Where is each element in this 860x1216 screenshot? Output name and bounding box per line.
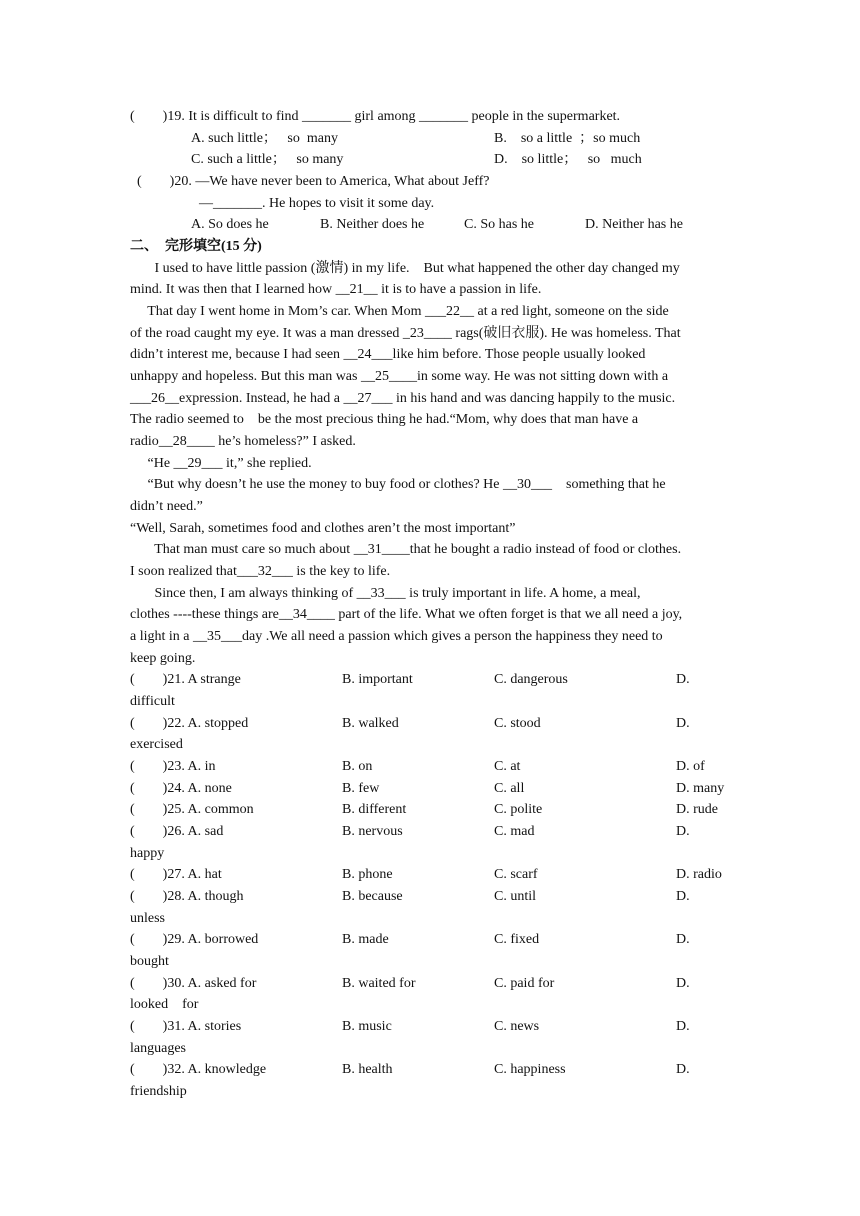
choice-option-d: D. — [676, 716, 690, 731]
passage-line: “Well, Sarah, sometimes food and clothes aren’t the most important” — [130, 521, 516, 536]
choice-option-d: D. — [676, 824, 690, 839]
choice-option-c: C. happiness — [494, 1062, 566, 1077]
passage-line: unhappy and hopeless. But this man was __25____in some way. He was not sitting down with a — [130, 369, 669, 384]
question-19-option-d: D. so little； so much — [494, 152, 642, 167]
choice-option-c: C. news — [494, 1019, 540, 1034]
choice-option-a: ( )32. A. knowledge — [130, 1062, 267, 1077]
choice-option-d: D. — [676, 932, 690, 947]
choice-option-a: ( )29. A. borrowed — [130, 932, 259, 947]
choice-option-d: D. rude — [676, 802, 718, 817]
question-19-stem: ( )19. It is difficult to find _______ girl among _______ people in the supermarket. — [130, 109, 621, 124]
choice-option-b: B. because — [342, 889, 403, 904]
choice-option-d: D. — [676, 1019, 690, 1034]
question-20-reply: —_______. He hopes to visit it some day. — [199, 196, 435, 211]
choice-option-d: D. many — [676, 781, 725, 796]
choice-option-a: ( )22. A. stopped — [130, 716, 249, 731]
passage-line: “He __29___ it,” she replied. — [130, 456, 312, 471]
choice-option-a: ( )24. A. none — [130, 781, 232, 796]
question-20-option-b: B. Neither does he — [320, 217, 425, 232]
choice-option-c: C. dangerous — [494, 672, 568, 687]
choice-option-c: C. scarf — [494, 867, 538, 882]
question-19-option-c: C. such a little； so many — [191, 152, 344, 167]
choice-option-c: C. at — [494, 759, 521, 774]
choice-option-d-text: looked for — [130, 997, 199, 1012]
passage-line: ___26__expression. Instead, he had a __27___ in his hand and was dancing happily to the music. — [130, 391, 676, 406]
question-20-stem: ( )20. —We have never been to America, What about Jeff? — [137, 174, 490, 189]
choice-option-c: C. polite — [494, 802, 543, 817]
choice-option-b: B. walked — [342, 716, 399, 731]
choice-option-a: ( )21. A strange — [130, 672, 241, 687]
choice-option-b: B. phone — [342, 867, 393, 882]
passage-line: didn’t interest me, because I had seen __24___like him before. Those people usually looked — [130, 347, 646, 362]
passage-line: mind. It was then that I learned how __21__ it is to have a passion in life. — [130, 282, 542, 297]
choice-option-b: B. made — [342, 932, 389, 947]
passage-line: “But why doesn’t he use the money to buy food or clothes? He __30___ something that he — [130, 477, 666, 492]
choice-option-d: D. — [676, 889, 690, 904]
choice-option-c: C. fixed — [494, 932, 540, 947]
choice-option-c: C. mad — [494, 824, 535, 839]
question-19-option-a: A. such little； so many — [191, 131, 338, 146]
section-2-heading: 二、 完形填空(15 分) — [130, 239, 262, 254]
choice-option-b: B. on — [342, 759, 373, 774]
choice-option-b: B. music — [342, 1019, 392, 1034]
passage-line: of the road caught my eye. It was a man dressed _23____ rags(破旧衣服). He was homeless. That — [130, 326, 681, 341]
passage-line: clothes ----these things are__34____ part of the life. What we often forget is that we all need a joy, — [130, 607, 683, 622]
choice-option-c: C. stood — [494, 716, 541, 731]
choice-option-a: ( )28. A. though — [130, 889, 244, 904]
choice-option-d: D. — [676, 1062, 690, 1077]
choice-option-c: C. all — [494, 781, 525, 796]
choice-option-d-text: exercised — [130, 737, 183, 752]
choice-option-a: ( )25. A. common — [130, 802, 254, 817]
choice-option-d: D. of — [676, 759, 705, 774]
choice-option-d-text: bought — [130, 954, 169, 969]
choice-option-d-text: difficult — [130, 694, 175, 709]
passage-line: That man must care so much about __31____that he bought a radio instead of food or clothes. — [130, 542, 682, 557]
passage-line: That day I went home in Mom’s car. When Mom ___22__ at a red light, someone on the side — [130, 304, 669, 319]
passage-line: a light in a __35___day .We all need a passion which gives a person the happiness they need to — [130, 629, 663, 644]
choice-option-d-text: languages — [130, 1041, 186, 1056]
choice-option-a: ( )31. A. stories — [130, 1019, 242, 1034]
choice-option-d-text: happy — [130, 846, 165, 861]
question-19-option-b: B. so a little ；so much — [494, 131, 641, 146]
choice-option-c: C. until — [494, 889, 537, 904]
choice-option-d: D. radio — [676, 867, 722, 882]
choice-option-d-text: friendship — [130, 1084, 187, 1099]
choice-option-c: C. paid for — [494, 976, 555, 991]
choice-option-d-text: unless — [130, 911, 165, 926]
question-20-option-c: C. So has he — [464, 217, 534, 232]
choice-option-d: D. — [676, 976, 690, 991]
choice-option-a: ( )30. A. asked for — [130, 976, 257, 991]
choice-option-b: B. waited for — [342, 976, 416, 991]
choice-option-b: B. health — [342, 1062, 393, 1077]
passage-line: I used to have little passion (激情) in my life. But what happened the other day changed my — [130, 261, 680, 276]
passage-line: keep going. — [130, 651, 196, 666]
choice-option-b: B. important — [342, 672, 413, 687]
passage-line: radio__28____ he’s homeless?” I asked. — [130, 434, 356, 449]
choice-option-a: ( )23. A. in — [130, 759, 216, 774]
question-20-option-d: D. Neither has he — [585, 217, 683, 232]
passage-line: The radio seemed to be the most precious thing he had.“Mom, why does that man have a — [130, 412, 639, 427]
choice-option-a: ( )26. A. sad — [130, 824, 224, 839]
choice-option-b: B. few — [342, 781, 380, 796]
question-20-option-a: A. So does he — [191, 217, 269, 232]
passage-line: Since then, I am always thinking of __33___ is truly important in life. A home, a meal, — [130, 586, 641, 601]
passage-line: I soon realized that___32___ is the key to life. — [130, 564, 391, 579]
passage-line: didn’t need.” — [130, 499, 203, 514]
choice-option-b: B. different — [342, 802, 407, 817]
choice-option-a: ( )27. A. hat — [130, 867, 222, 882]
choice-option-b: B. nervous — [342, 824, 403, 839]
choice-option-d: D. — [676, 672, 690, 687]
